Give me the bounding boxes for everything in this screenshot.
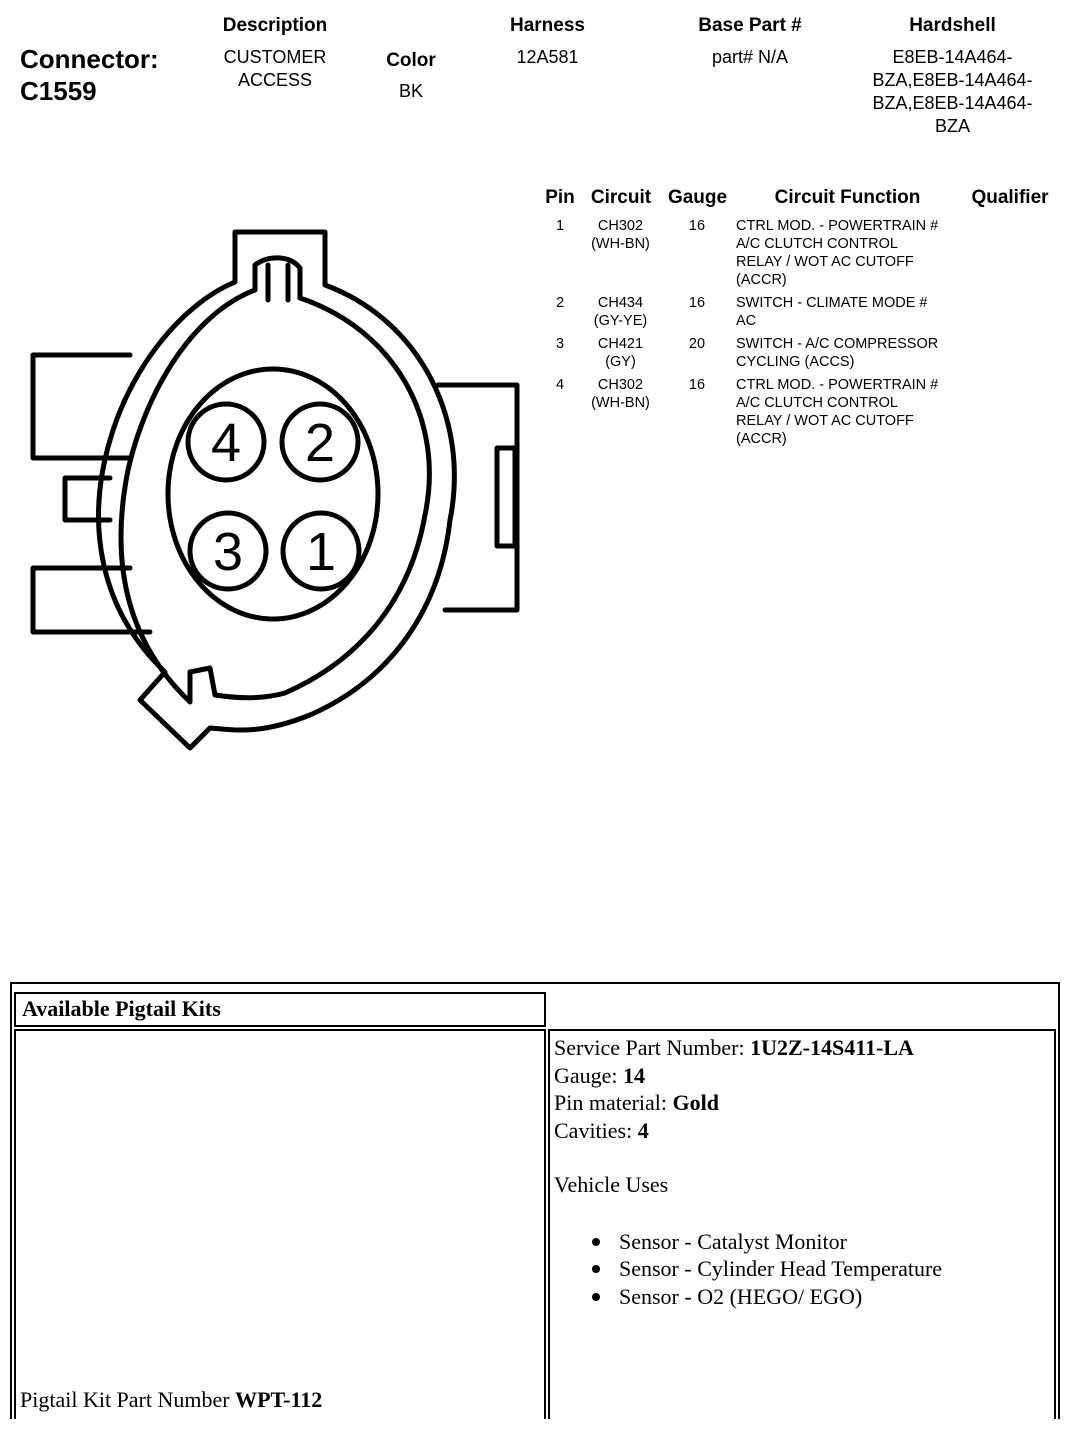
pin-number: 4 — [555, 377, 565, 393]
circuit-id: CH421 — [597, 336, 644, 352]
function-line: CYCLING (ACCS) — [736, 354, 855, 370]
pin-material-line — [554, 1089, 1049, 1117]
vehicle-use-item: Sensor - Catalyst Monitor — [592, 1228, 1049, 1256]
gauge-cell: 16 — [688, 218, 706, 234]
vehicle-uses-label: Vehicle Uses — [554, 1172, 669, 1197]
function-line: A/C CLUTCH CONTROL — [736, 395, 898, 411]
pigtail-left-cell — [14, 1029, 546, 1419]
connector-id: C1559 — [20, 76, 97, 106]
pigtail-kit-part — [20, 1386, 322, 1414]
housing-outline — [99, 232, 455, 748]
function-cell — [736, 217, 966, 289]
right-rail — [438, 385, 517, 610]
circuit-id: CH302 — [597, 377, 644, 393]
circuit-color: (WH-BN) — [591, 395, 650, 411]
circuit-color: (GY) — [605, 354, 636, 370]
circuit-color: (WH-BN) — [591, 236, 650, 252]
description-line: CUSTOMER — [223, 47, 327, 67]
pin-number: 3 — [555, 336, 565, 352]
function-line: A/C CLUTCH CONTROL — [736, 236, 898, 252]
pin-material-value: Gold — [672, 1090, 719, 1115]
color-label: Color — [386, 50, 436, 71]
description-line: ACCESS — [237, 70, 313, 90]
hardshell-line: BZA,E8EB-14A464- — [872, 70, 1033, 90]
function-line: CTRL MOD. - POWERTRAIN # — [736, 377, 939, 393]
service-part-line — [554, 1034, 1049, 1062]
hardshell-label: Hardshell — [909, 15, 996, 36]
pigtail-title: Available Pigtail Kits — [22, 996, 221, 1021]
pigtail-details — [554, 1034, 1049, 1310]
kit-part-value: WPT-112 — [235, 1387, 323, 1412]
right-latch — [497, 448, 515, 546]
cavities-value: 4 — [637, 1117, 649, 1143]
service-part-value: 1U2Z-14S411-LA — [750, 1035, 914, 1060]
pin-header: Pin — [545, 187, 575, 208]
function-header: Circuit Function — [774, 187, 921, 208]
function-line: AC — [736, 313, 757, 329]
hardshell-value — [855, 46, 1050, 138]
pigtail-title-box — [14, 992, 546, 1027]
connector-face-diagram — [0, 0, 540, 770]
function-cell — [736, 294, 966, 330]
hardshell-line: E8EB-14A464- — [892, 47, 1013, 67]
kit-part-label: Pigtail Kit Part Number — [20, 1387, 236, 1412]
function-cell — [736, 376, 966, 448]
function-cell — [736, 335, 966, 371]
function-line: (ACCR) — [736, 431, 787, 447]
harness-value: 12A581 — [516, 47, 579, 67]
pin-number: 1 — [555, 218, 565, 234]
circuit-id: CH434 — [597, 295, 644, 311]
gauge-cell: 20 — [688, 336, 706, 352]
function-line: SWITCH - A/C COMPRESSOR — [736, 336, 939, 352]
left-upper-tab — [33, 355, 130, 458]
circuit-cell — [578, 376, 663, 412]
gauge-header: Gauge — [667, 187, 728, 208]
gauge-cell: 16 — [688, 377, 706, 393]
gauge-label: Gauge: — [554, 1062, 624, 1088]
pin-number: 2 — [555, 295, 565, 311]
function-line: SWITCH - CLIMATE MODE # — [736, 295, 928, 311]
function-line: RELAY / WOT AC CUTOFF — [736, 413, 914, 429]
cavities-line — [554, 1117, 1049, 1145]
harness-label: Harness — [510, 15, 585, 36]
pin-label: 2 — [304, 413, 336, 473]
circuit-cell — [578, 217, 663, 253]
vehicle-uses-list — [592, 1228, 1049, 1311]
gauge-cell: 16 — [688, 295, 706, 311]
circuit-header: Circuit — [590, 187, 652, 208]
circuit-color: (GY-YE) — [593, 313, 648, 329]
gauge-line — [554, 1062, 1049, 1090]
circuit-id: CH302 — [597, 218, 644, 234]
pin-material-label: Pin material: — [554, 1090, 673, 1115]
function-line: RELAY / WOT AC CUTOFF — [736, 254, 914, 270]
pigtail-right-cell — [548, 1029, 1056, 1419]
circuit-cell — [578, 335, 663, 371]
top-key-slot — [268, 265, 288, 300]
left-key — [65, 478, 110, 520]
circuit-cell — [578, 294, 663, 330]
pin-label: 4 — [210, 413, 242, 473]
service-part-label: Service Part Number: — [554, 1035, 751, 1060]
base-part-label: Base Part # — [698, 15, 802, 36]
pin-label: 3 — [212, 522, 244, 582]
pin-label: 1 — [305, 522, 337, 582]
base-part-value: part# N/A — [711, 47, 789, 67]
hardshell-line: BZA — [934, 116, 970, 136]
hardshell-line: BZA,E8EB-14A464- — [872, 93, 1033, 113]
function-line: CTRL MOD. - POWERTRAIN # — [736, 218, 939, 234]
vehicle-use-item: Sensor - O2 (HEGO/ EGO) — [592, 1283, 1049, 1311]
color-value: BK — [398, 81, 423, 101]
description-label: Description — [222, 15, 328, 36]
vehicle-use-item: Sensor - Cylinder Head Temperature — [592, 1255, 1049, 1283]
qualifier-header: Qualifier — [971, 187, 1049, 208]
cavities-label: Cavities: — [554, 1117, 638, 1143]
left-lower-tab — [33, 568, 150, 632]
function-line: (ACCR) — [736, 272, 787, 288]
connector-label: Connector: — [20, 44, 159, 74]
gauge-value: 14 — [623, 1062, 646, 1088]
